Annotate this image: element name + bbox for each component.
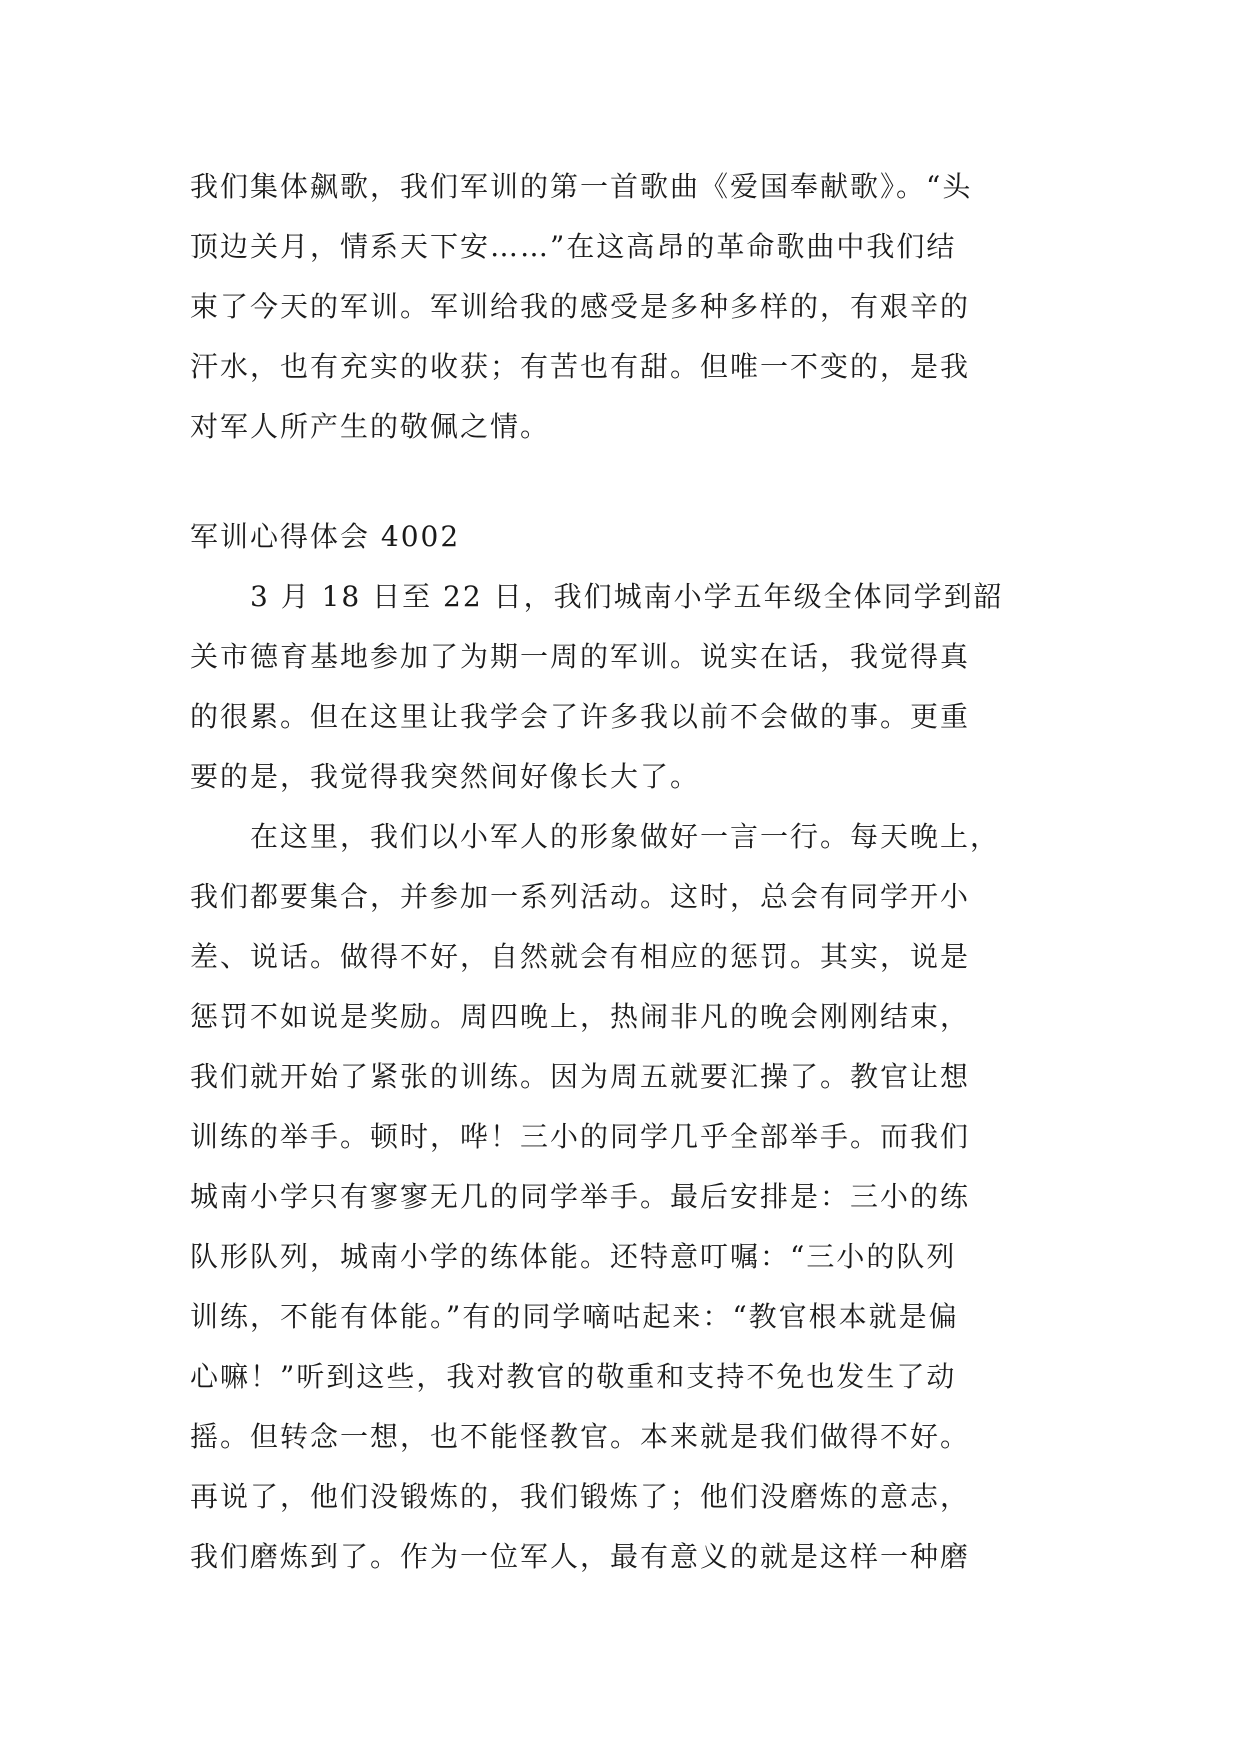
text-line: 队形队列，城南小学的练体能。还特意叮嘱：“三小的队列 — [190, 1240, 957, 1273]
text-line: 城南小学只有寥寥无几的同学举手。最后安排是：三小的练 — [190, 1180, 971, 1213]
text-line: 要的是，我觉得我突然间好像长大了。 — [190, 760, 701, 793]
text-line: 惩罚不如说是奖励。周四晚上，热闹非凡的晚会刚刚结束， — [190, 1000, 971, 1033]
intro-paragraph — [190, 157, 1070, 457]
essay-section — [190, 507, 1070, 1587]
text-line: 我们集体飙歌，我们军训的第一首歌曲《爱国奉献歌》。“头 — [190, 170, 973, 203]
text-line: 3 月 18 日至 22 日，我们城南小学五年级全体同学到韶 — [190, 580, 1004, 613]
text-line: 汗水，也有充实的收获；有苦也有甜。但唯一不变的，是我 — [190, 350, 971, 383]
text-line: 训练，不能有体能。”有的同学嘀咕起来：“教官根本就是偏 — [190, 1300, 959, 1333]
text-line: 摇。但转念一想，也不能怪教官。本来就是我们做得不好。 — [190, 1420, 971, 1453]
text-line: 再说了，他们没锻炼的，我们锻炼了；他们没磨炼的意志， — [190, 1480, 971, 1513]
paragraph-2 — [190, 807, 1070, 1587]
text-line: 的很累。但在这里让我学会了许多我以前不会做的事。更重 — [190, 700, 971, 733]
text-line: 我们都要集合，并参加一系列活动。这时，总会有同学开小 — [190, 880, 971, 913]
text-line: 心嘛！”听到这些，我对教官的敬重和支持不免也发生了动 — [190, 1360, 957, 1393]
text-line: 我们就开始了紧张的训练。因为周五就要汇操了。教官让想 — [190, 1060, 971, 1093]
text-line: 差、说话。做得不好，自然就会有相应的惩罚。其实，说是 — [190, 940, 971, 973]
text-line: 在这里，我们以小军人的形象做好一言一行。每天晚上， — [190, 820, 1001, 853]
text-line: 关市德育基地参加了为期一周的军训。说实在话，我觉得真 — [190, 640, 971, 673]
text-line: 训练的举手。顿时，哗！三小的同学几乎全部举手。而我们 — [190, 1120, 971, 1153]
text-line: 束了今天的军训。军训给我的感受是多种多样的，有艰辛的 — [190, 290, 971, 323]
text-line: 对军人所产生的敬佩之情。 — [190, 410, 551, 443]
paragraph-1 — [190, 567, 1070, 807]
text-line: 我们磨炼到了。作为一位军人，最有意义的就是这样一种磨 — [190, 1540, 971, 1573]
section-heading: 军训心得体会 4002 — [190, 520, 461, 553]
text-line: 顶边关月，情系天下安……”在这高昂的革命歌曲中我们结 — [190, 230, 957, 263]
